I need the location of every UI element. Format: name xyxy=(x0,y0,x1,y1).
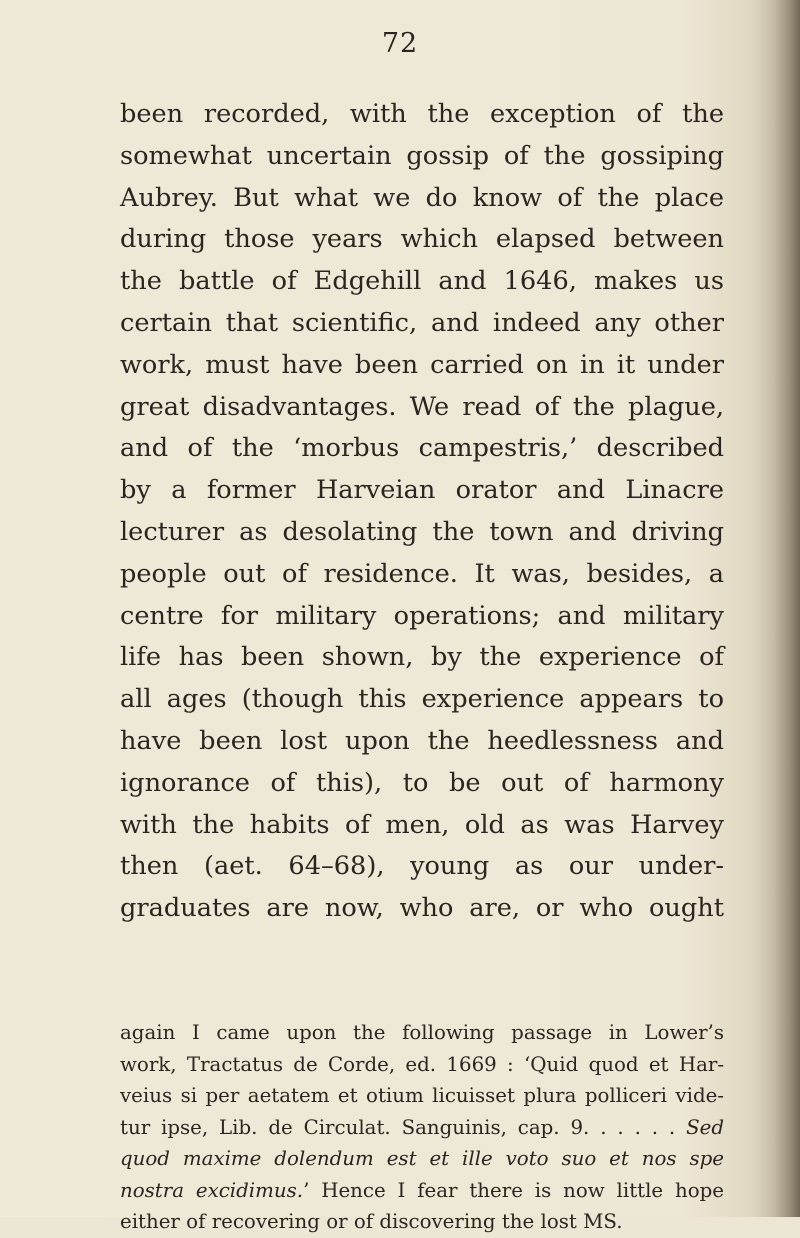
footnote-line: again I came upon the following passage in Lower’s xyxy=(120,1021,724,1044)
body-line: work, must have been carried on in it under xyxy=(120,349,724,380)
body-line: by a former Harveian orator and Linacre xyxy=(120,475,724,506)
body-line: the battle of Edgehill and 1646, makes us xyxy=(120,266,724,297)
footnote-text: ’ Hence I fear there is now little hope xyxy=(303,1178,725,1202)
footnote-line: work, Tractatus de Corde, ed. 1669 : ‘Quid quod et Har- xyxy=(120,1052,724,1076)
body-line: graduates are now, who are, or who ought xyxy=(120,893,724,924)
body-line: with the habits of men, old as was Harvey xyxy=(120,809,724,840)
body-paragraph xyxy=(120,94,724,930)
footnote-line xyxy=(120,1143,724,1175)
body-line: certain that scientific, and indeed any other xyxy=(120,307,724,338)
body-line: somewhat uncertain gossip of the gossiping xyxy=(120,140,724,171)
footnote-italic-text: quod maxime dolendum est et ille voto suo et nos spe xyxy=(120,1147,724,1170)
body-line: ignorance of this), to be out of harmony xyxy=(120,767,724,798)
body-line: and of the ‘morbus campestris,’ described xyxy=(120,433,724,464)
body-line: during those years which elapsed between xyxy=(120,224,724,255)
body-line: all ages (though this experience appears to xyxy=(120,684,724,715)
body-line: lecturer as desolating the town and driving xyxy=(120,516,724,547)
body-line: great disadvantages. We read of the plague, xyxy=(120,391,724,422)
footnote-line: veius si per aetatem et otium licuisset plura polliceri vide- xyxy=(120,1084,724,1107)
footnote-text: tur ipse, Lib. de Circulat. Sanguinis, cap. 9. . . . . . xyxy=(120,1115,687,1139)
page-gutter-shadow xyxy=(756,0,800,1217)
body-line: life has been shown, by the experience of xyxy=(120,642,724,673)
footnote-line xyxy=(120,1175,724,1207)
footnote-line: either of recovering or of discovering the lost MS. xyxy=(120,1210,623,1233)
footnote-line xyxy=(120,1112,724,1144)
footnote-italic-text: Sed xyxy=(686,1115,724,1139)
footnote-paragraph xyxy=(120,1017,724,1238)
body-line: centre for military operations; and military xyxy=(120,600,724,631)
body-line: then (aet. 64–68), young as our under- xyxy=(120,851,724,882)
body-line: people out of residence. It was, besides, a xyxy=(120,558,724,589)
body-line: Aubrey. But what we do know of the place xyxy=(120,182,724,213)
body-line: have been lost upon the heedlessness and xyxy=(120,725,724,756)
footnote-italic-text: nostra excidimus. xyxy=(120,1178,304,1202)
page-number: 72 xyxy=(381,28,419,59)
body-line: been recorded, with the exception of the xyxy=(120,99,724,129)
